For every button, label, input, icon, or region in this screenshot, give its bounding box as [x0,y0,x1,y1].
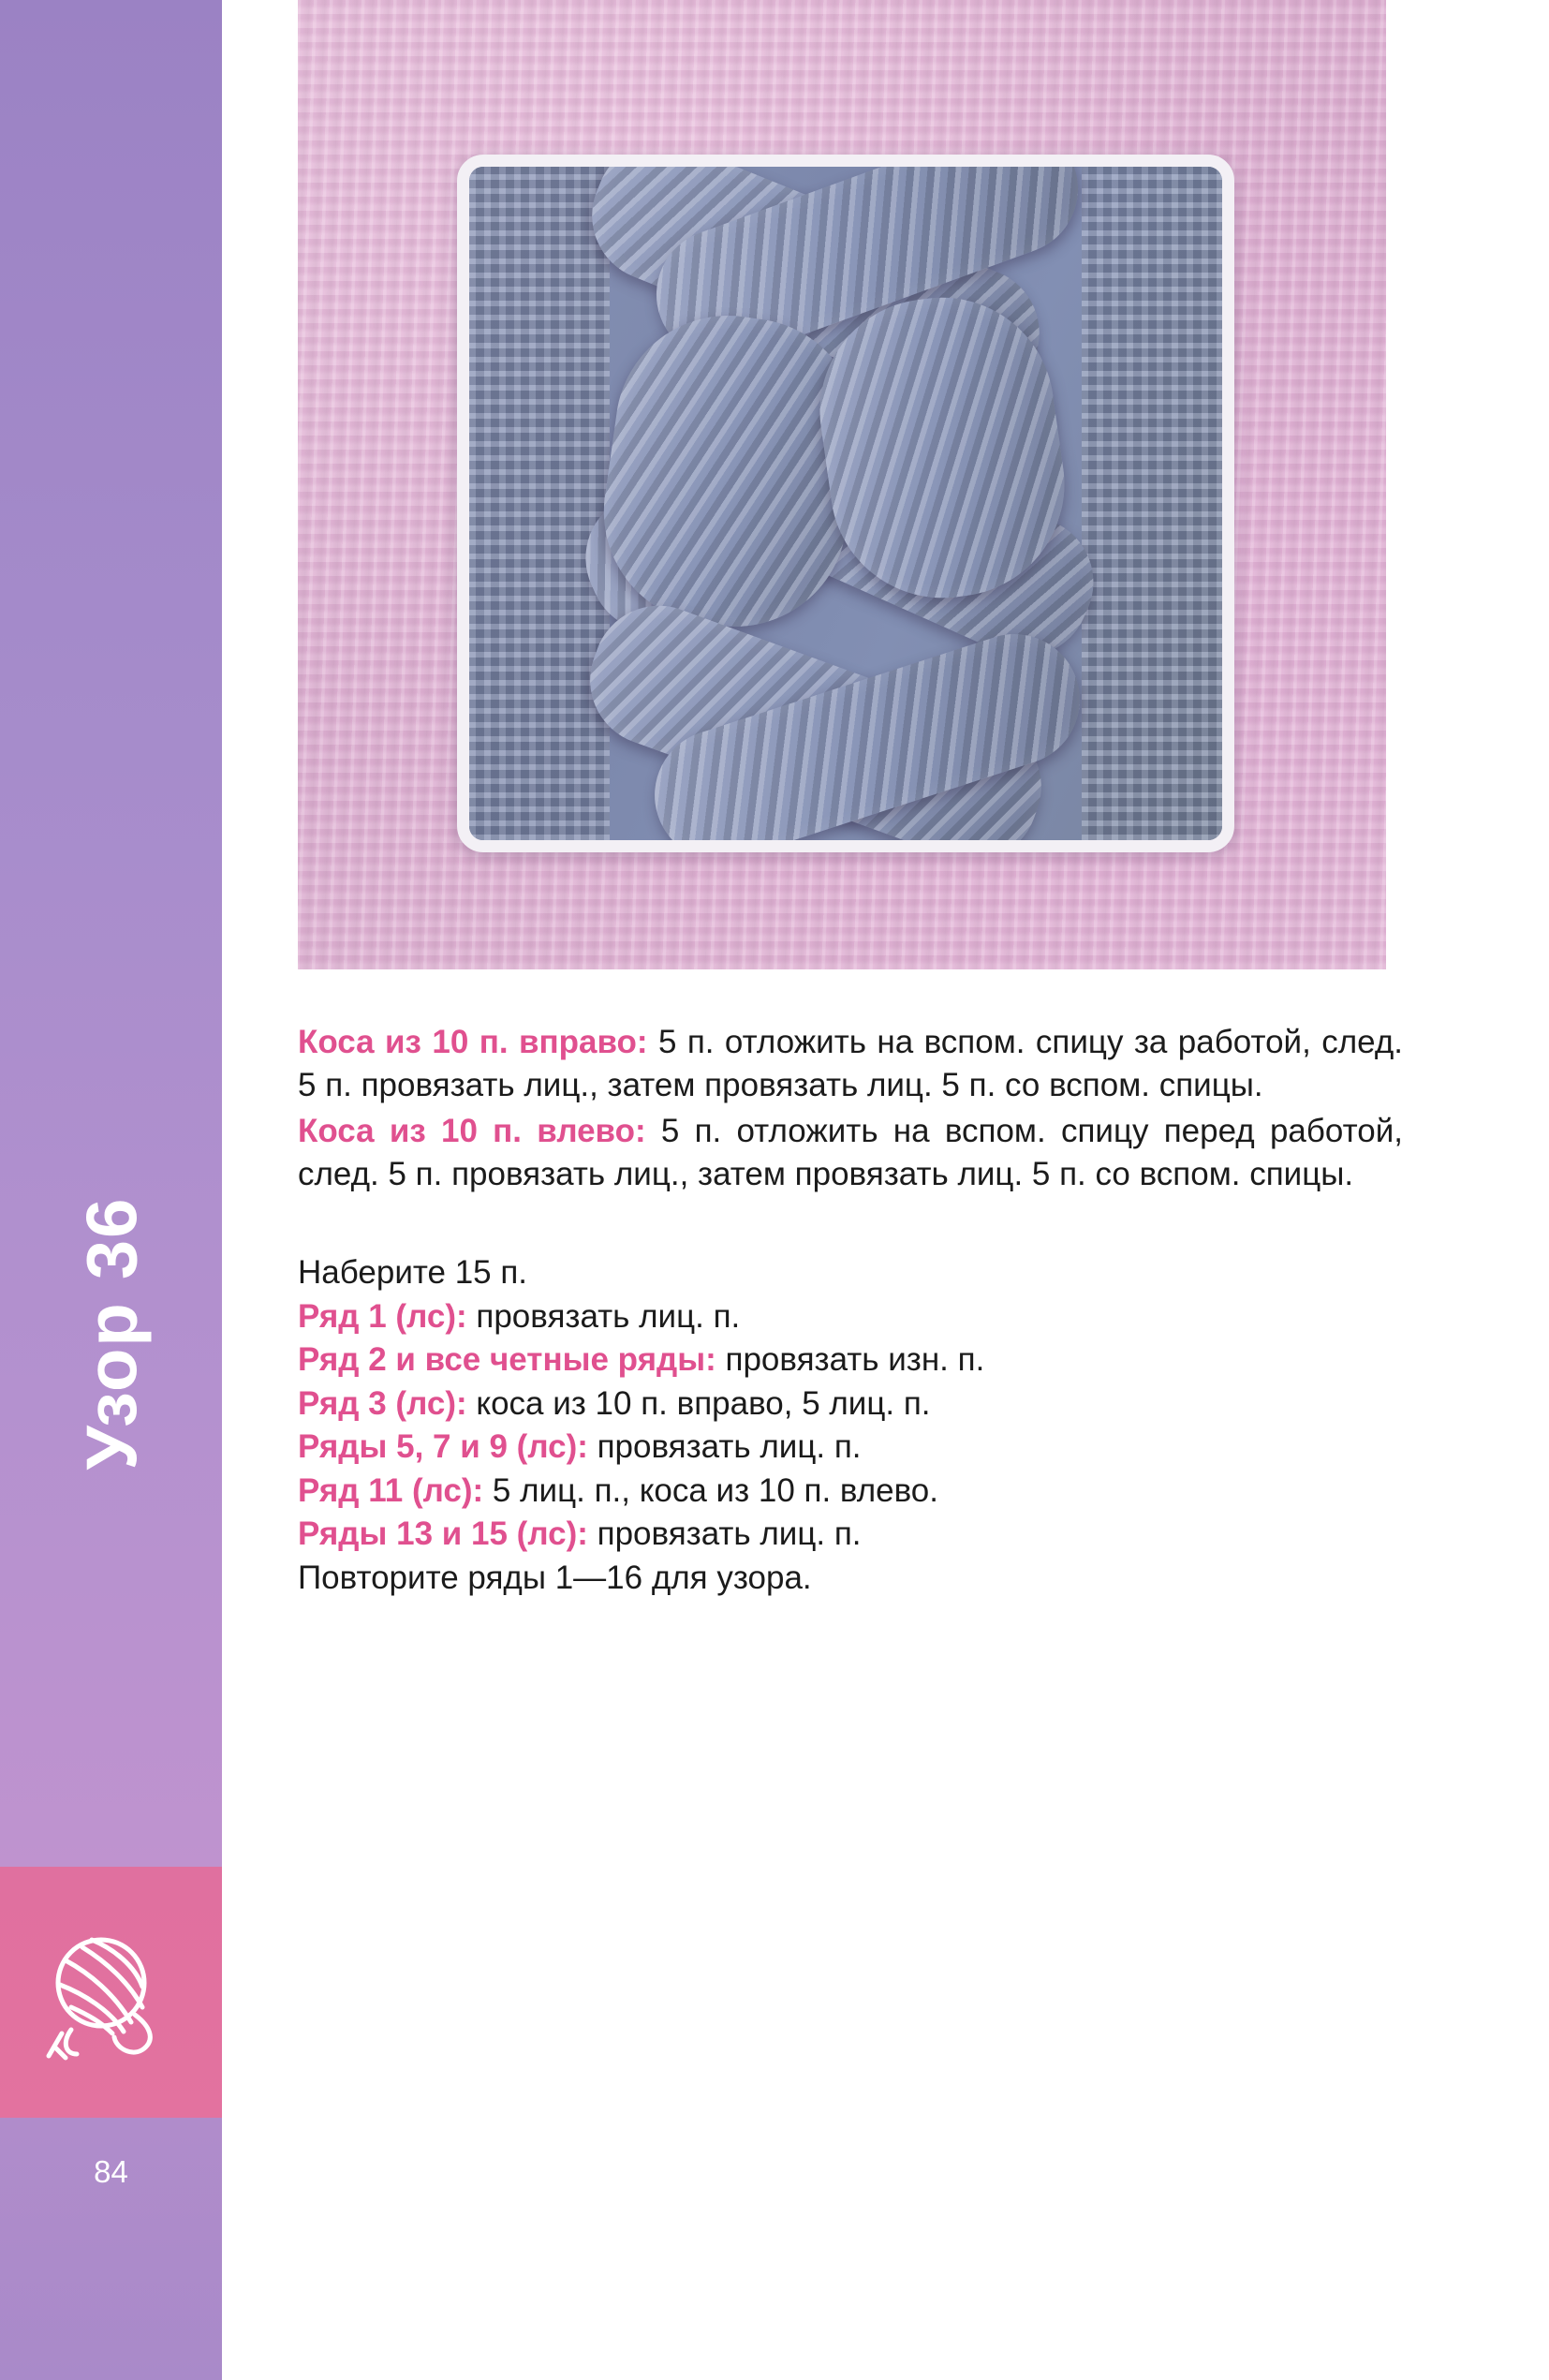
row-label-5: Ряд 11 (лс): [298,1471,484,1509]
definition-left-cable-text: 5 п. отложить на вспом. спицу перед работой, след. 5 п. провязать лиц., затем провязать лиц. 5 п. со вспом. спицы. [298,1113,1404,1192]
definition-right-cable-lead: Коса из 10 п. вправо: [298,1024,648,1060]
row-line-1 [298,1295,1403,1339]
repeat-line: Повторите ряды 1—16 для узора. [298,1559,812,1596]
definition-right-cable-text: 5 п. отложить на вспом. спицу за работой, след. 5 п. провязать лиц., затем провязать лиц. 5 п. со вспом. спицы. [298,1024,1403,1103]
row-line-5 [298,1470,1403,1514]
definition-left-cable [298,1110,1403,1195]
swatch-inner [469,167,1222,840]
row-line-4 [298,1426,1403,1470]
pattern-label: Узор 36 [72,1196,153,1471]
yarn-ball-icon [34,1925,184,2065]
definition-right-cable [298,1021,1403,1106]
rows-block [298,1251,1403,1600]
row-text-4: провязать лиц. п. [587,1428,862,1466]
pattern-instructions [298,1021,1403,1600]
row-line-3 [298,1382,1403,1427]
row-line-2 [298,1338,1403,1382]
row-text-2: провязать изн. п. [715,1341,985,1379]
row-label-3: Ряд 3 (лс): [298,1384,467,1422]
row-text-6: провязать лиц. п. [587,1515,862,1553]
seed-stitch-left [469,167,610,840]
row-text-3: коса из 10 п. вправо, 5 лиц. п. [466,1384,931,1422]
sidebar [0,0,222,2380]
row-label-6: Ряды 13 и 15 (лс): [298,1515,588,1553]
knitted-cable-swatch-photo [298,0,1386,969]
cast-on-line: Наберите 15 п. [298,1254,528,1291]
swatch-frame [457,155,1234,852]
row-text-5: 5 лиц. п., коса из 10 п. влево. [483,1471,939,1509]
row-text-1: провязать лиц. п. [466,1297,741,1335]
cable-band [591,167,1115,840]
row-label-4: Ряды 5, 7 и 9 (лс): [298,1428,588,1466]
row-line-6 [298,1513,1403,1557]
page-number: 84 [94,2154,128,2189]
row-label-1: Ряд 1 (лс): [298,1297,467,1335]
row-label-2: Ряд 2 и все четные ряды: [298,1341,716,1379]
definition-left-cable-lead: Коса из 10 п. влево: [298,1113,646,1149]
